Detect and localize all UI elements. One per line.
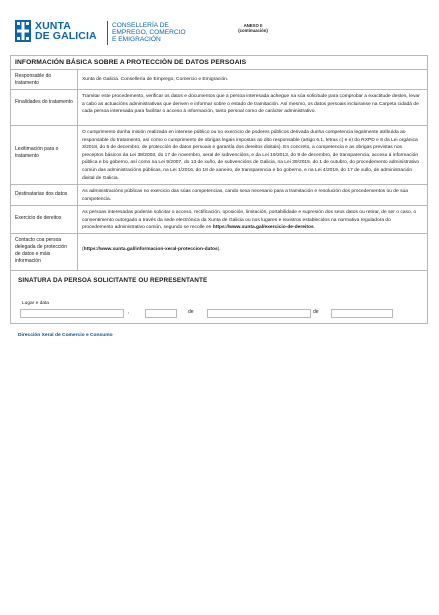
de-separator-1: de [188,309,194,315]
row-text: O cumprimento dunha misión realizada en interese público ou no exercicio de poderes públicos derivada dunha competencia legalmente atribuída ao responsable do tratamento, así como o cumprimento de obrigas legais impostas ao dito responsable (artigo 6.1, letras c) e e) do RXPD e 8 da Lei orgánica 3/2018, do 5 de decembro, de protección de datos persoais e garantía dos dereitos dixitais). En concreto, a competencia e as obrigas previstas nos preceptos básicos da Lei 38/2003, do 17 de novembro, xeral de subvencións, e da Lei 19/2013, do 9 de decembro, de transparencia, acceso á información pública e bo goberno, así como na Lei 9/2007, do 13 de xuño, de subvencións de Galicia, na Lei 39/2015, do 1 de outubro, do procedemento administrativo común das administracións públicas, na Lei 1/2016, do 18 de xaneiro, de transparencia e bo goberno, e na Lei 4/2019, do 17 de xullo, de administración dixital de Galicia. [82,130,420,181]
place-date-label: Lugar e data [22,301,49,306]
month-field[interactable] [207,309,311,318]
data-protection-title: INFORMACIÓN BÁSICA SOBRE A PROTECCIÓN DE DATOS PERSOAIS [11,56,427,70]
dept-line-3: E EMIGRACIÓN [112,36,161,44]
table-row-dpo-contact [11,234,427,270]
annex-label [233,23,273,33]
row-text: Xunta de Galicia. Consellería de Emprego, Comercio e Emigración. [82,77,229,82]
de-separator-2: de [313,309,319,315]
xunta-logo-icon [15,20,31,42]
dept-line-2: EMPREGO, COMERCIO [112,29,186,37]
logo-line-2: DE GALICIA [35,30,97,42]
logo-line-1: XUNTA [35,20,71,32]
table-row-purposes [11,90,427,126]
footer-directorate: Dirección Xeral de Comercio e Consumo [18,333,113,338]
row-label: Exercicio de dereitos [11,206,78,233]
row-label: Finalidades do tratamento [11,90,78,125]
dpo-link[interactable]: https://www.xunta.gal/informacion-xeral-proteccion-datos [83,247,218,252]
signature-title: SINATURA DA PERSOA SOLICITANTE OU REPRESENTANTE [18,277,208,284]
department-name [112,22,186,44]
annex-subtitle: (continuación) [238,28,268,33]
row-text: As administracións públicas no exercicio das súas competencias, cando sexa necesario para a tramitación e resolución dos procedementos ou de súa competencia. [82,189,408,202]
row-text: (https://www.xunta.gal/informacion-xeral-proteccion-datos). [82,247,221,252]
comma-separator: , [128,309,130,315]
rights-text: As persoas interesadas poderán solicitar o acceso, rectificación, oposición, limitación, portabilidade e supresión dos seus datos ou retirar, de ser o caso, o consentimento outorgado a través da sede electrónica da Xunta de Galicia ou nos lugares e rexistros establecidos na normativa reguladora do procedemento administrativo común, segundo se recolle en [82,210,417,231]
row-label: Contacto coa persoa delegada de protección de datos e máis información [11,234,78,270]
signature-section [10,270,428,324]
document-header [15,20,425,48]
table-row-rights [11,206,427,234]
day-field[interactable] [145,309,177,318]
row-label: Responsable do tratamento [11,70,78,89]
xunta-logo-text [35,21,97,41]
annex-title: ANEXO II [243,23,263,28]
place-field[interactable] [20,309,124,318]
dept-line-1: CONSELLERÍA DE [112,22,169,29]
table-row-recipients [11,185,427,206]
rights-text-end: . [313,225,316,231]
row-label: Lexitimación para o tratamento [11,126,78,184]
logo-divider [107,21,108,45]
data-protection-table [10,55,428,271]
rights-link[interactable]: https://www.xunta.gal/exercicio-de-dereitos [212,225,314,231]
row-text: Tramitar este procedemento, verificar os datos e documentos que a persoa interesada achegue na súa solicitude para comprobar a exactitude destes, levar a cabo as actuacións administrativas que deriven e informar sobre o estado de tramitación. Así mesmo, os datos persoais incluiranse na Carpeta cidadá de cada persoa interesada para facilitar o acceso á información, tanto persoal como de carácter administrativo. [82,94,420,115]
row-label: Destinatarias dos datos [11,185,78,205]
table-row-controller [11,70,427,90]
table-row-legitimation [11,126,427,185]
row-text [78,206,427,233]
year-field[interactable] [331,309,393,318]
